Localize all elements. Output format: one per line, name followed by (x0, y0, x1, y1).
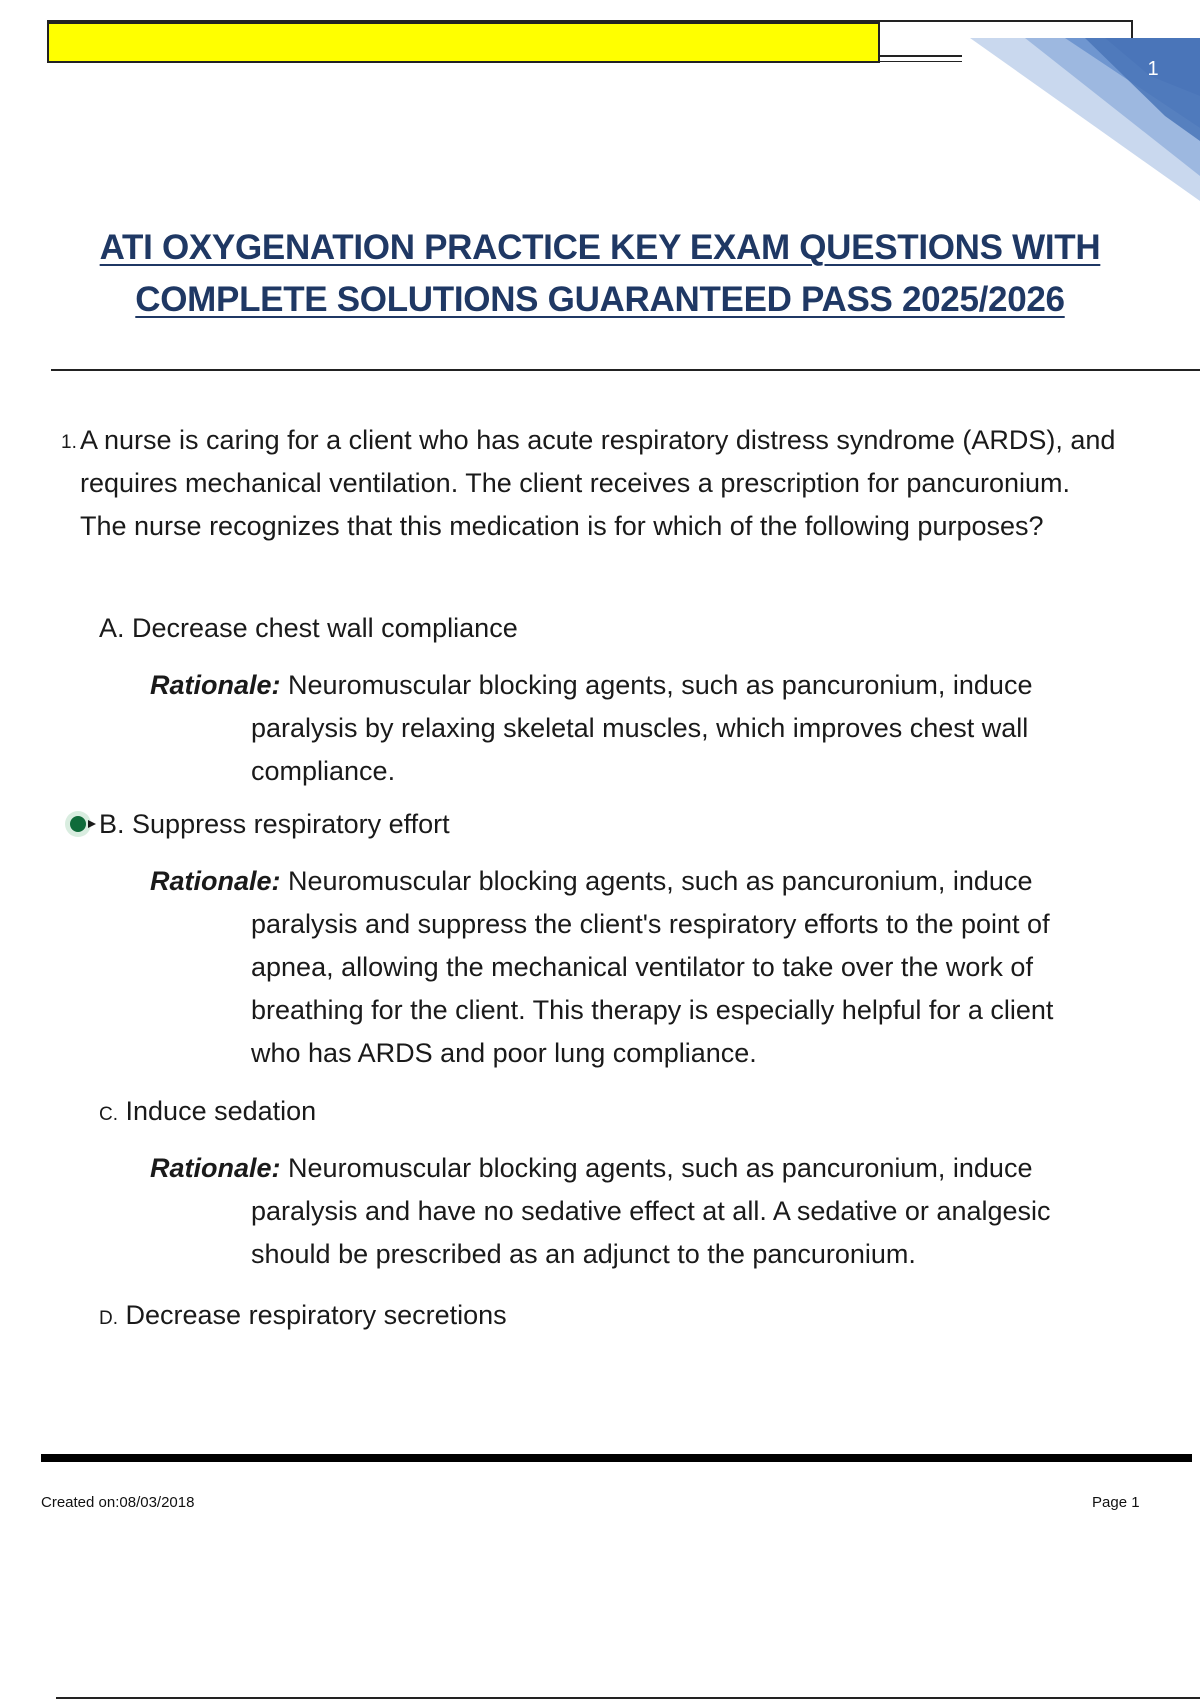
option-letter: C. (99, 1104, 118, 1125)
rationale-text-first: Neuromuscular blocking agents, such as pancuronium, induce (288, 670, 1033, 700)
rationale-c (150, 1147, 1110, 1276)
corner-page-number: 1 (1147, 58, 1159, 80)
rationale-label: Rationale: (150, 866, 281, 896)
header-frame-tick (1131, 20, 1133, 34)
footer-created-date: Created on:08/03/2018 (41, 1494, 195, 1511)
title-divider (51, 369, 1200, 371)
option-text: Decrease chest wall compliance (132, 613, 518, 643)
header-rule-thin (880, 61, 962, 62)
footer-page-number: Page 1 (1092, 1494, 1140, 1511)
option-letter: A. (99, 613, 125, 643)
option-letter: D. (99, 1308, 118, 1329)
rationale-label: Rationale: (150, 670, 281, 700)
option-text: Decrease respiratory secretions (125, 1300, 507, 1330)
option-b (99, 806, 450, 842)
bottom-page-rule (56, 1697, 1200, 1699)
rationale-text-first: Neuromuscular blocking agents, such as pancuronium, induce (288, 866, 1033, 896)
question-text: A nurse is caring for a client who has acute respiratory distress syndrome (ARDS), and requires mechanical ventilation. The client receives a prescription for pancuronium. The nurse recognizes that this medication is for which of the following purposes? (80, 425, 1116, 541)
option-a (99, 610, 518, 646)
document-title-line-2: COMPLETE SOLUTIONS GUARANTEED PASS 2025/2026 (135, 280, 1065, 319)
rationale-text-first: Neuromuscular blocking agents, such as pancuronium, induce (288, 1153, 1033, 1183)
option-text: Induce sedation (125, 1096, 317, 1126)
option-d (99, 1297, 507, 1337)
header-highlight-bar (47, 22, 880, 63)
question-number: 1. (61, 432, 77, 453)
document-title-line-1: ATI OXYGENATION PRACTICE KEY EXAM QUESTIONS WITH (99, 228, 1101, 267)
rationale-text-rest: paralysis and have no sedative effect at all. A sedative or analgesic should be prescribed as an adjunct to the pancuronium. (251, 1196, 1051, 1269)
option-c (99, 1093, 316, 1133)
footer-divider (41, 1454, 1192, 1462)
option-letter: B. (99, 809, 125, 839)
rationale-label: Rationale: (150, 1153, 281, 1183)
rationale-b (150, 860, 1110, 1075)
rationale-text-rest: paralysis by relaxing skeletal muscles, which improves chest wall compliance. (251, 713, 1029, 786)
header-rule (880, 55, 962, 57)
rationale-a (150, 664, 1110, 793)
option-text: Suppress respiratory effort (132, 809, 450, 839)
green-dot-arrow-icon (64, 809, 104, 839)
rationale-text-rest: paralysis and suppress the client's respiratory efforts to the point of apnea, allowing the mechanical ventilator to take over the work of breathing for the client. This therapy is especially helpful for a client who has ARDS and poor lung compliance. (251, 909, 1054, 1068)
